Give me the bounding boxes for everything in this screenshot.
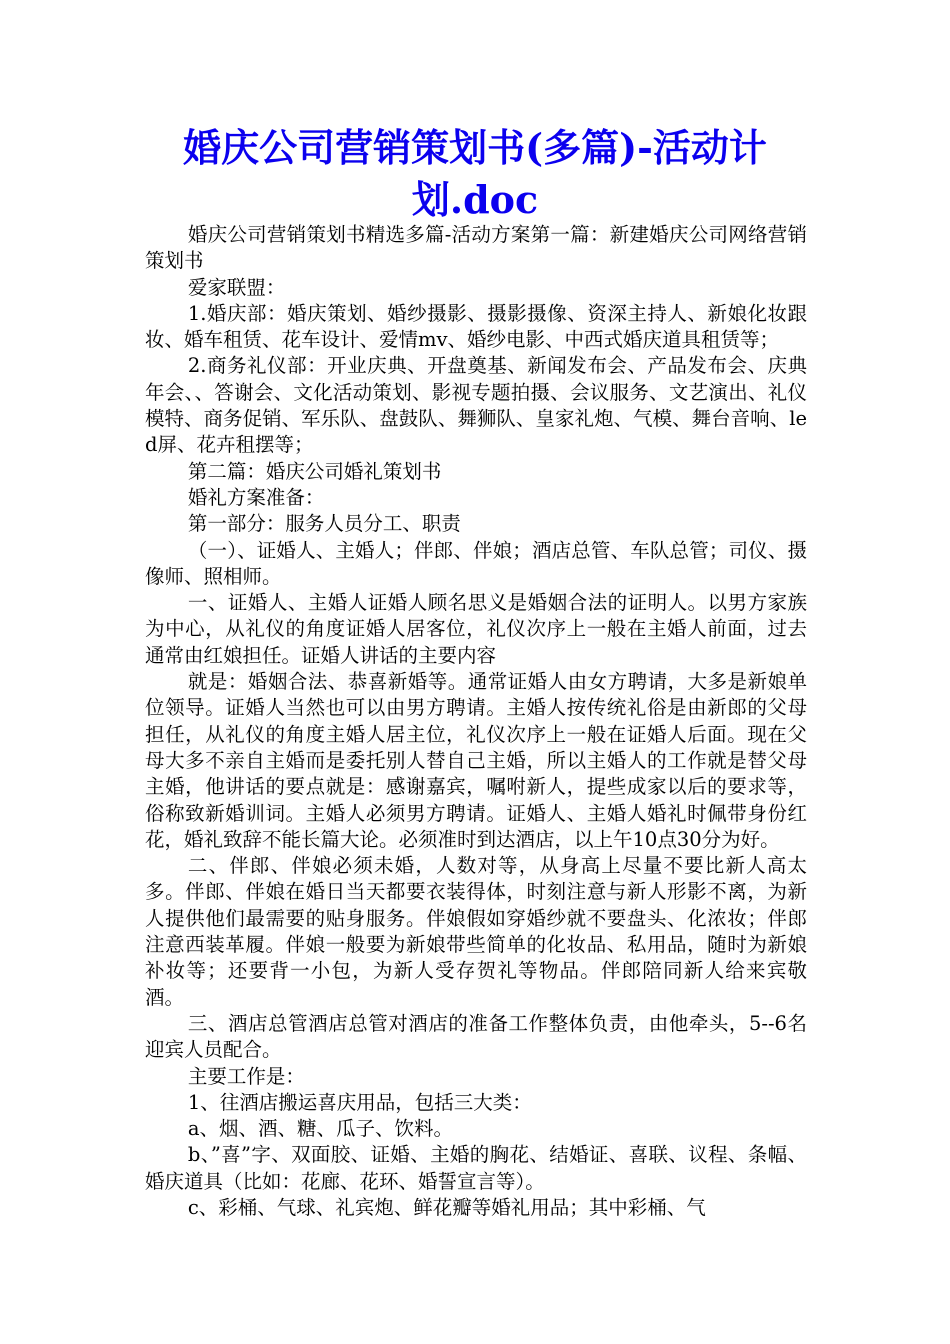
paragraph: 主要工作是： (187, 1064, 305, 1088)
paragraph: 第一部分：服务人员分工、职责 (187, 512, 461, 536)
paragraph: 2.商务礼仪部：开业庆典、开盘奠基、新闻发布会、产品发布会、庆典年会、、答谢会、文化活动策划、影视专题拍摄、会议服务、文艺演出、礼仪模特、商务促销、军乐队、盘鼓队、舞狮队、皇家礼炮、气模、舞台音响、led屏、花卉租摆等； (145, 354, 807, 457)
paragraph: 爱家联盟： (187, 275, 286, 299)
paragraph: 婚礼方案准备： (187, 485, 325, 509)
paragraph: b、”喜”字、双面胶、证婚、主婚的胸花、结婚证、喜联、议程、条幅、婚庆道具（比如：花廊、花环、婚誓宣言等）。 (145, 1143, 807, 1193)
paragraph: 婚庆公司营销策划书精选多篇-活动方案第一篇：新建婚庆公司网络营销策划书 (145, 223, 807, 273)
paragraph: a、烟、酒、糖、瓜子、饮料。 (187, 1117, 454, 1141)
paragraph: 就是：婚姻合法、恭喜新婚等。通常证婚人由女方聘请，大多是新娘单位领导。证婚人当然也可以由男方聘请。主婚人按传统礼俗是由新郎的父母担任，从礼仪的角度主婚人居主位，礼仪次序上一般在证婚人后面。现在父母大多不亲自主婚而是委托别人替自己主婚，所以主婚人的工作就是替父母主婚，他讲话的要点就是：感谢嘉宾，嘱咐新人，提些成家以后的要求等，俗称致新婚训词。主婚人必须男方聘请。证婚人、主婚人婚礼时佩带身份红花，婚礼致辞不能长篇大论。必须准时到达酒店，以上午10点30分为好。 (145, 670, 807, 851)
document-title: 婚庆公司营销策划书(多篇)-活动计划.doc (183, 125, 767, 222)
document-body (145, 222, 807, 1221)
paragraph: 1、往酒店搬运喜庆用品，包括三大类： (187, 1090, 532, 1114)
paragraph: 二、伴郎、伴娘必须未婚，人数对等，从身高上尽量不要比新人高太多。伴郎、伴娘在婚日当天都要衣装得体，时刻注意与新人形影不离，为新人提供他们最需要的贴身服务。伴娘假如穿婚纱就不要盘头、化浓妆；伴郎注意西装革履。伴娘一般要为新娘带些简单的化妆品、私用品，随时为新娘补妆等；还要背一小包，为新人受存贺礼等物品。伴郎陪同新人给来宾敬酒。 (145, 854, 807, 1009)
paragraph: 一、证婚人、主婚人证婚人顾名思义是婚姻合法的证明人。以男方家族为中心，从礼仪的角度证婚人居客位，礼仪次序上一般在主婚人前面，过去通常由红娘担任。证婚人讲话的主要内容 (145, 591, 807, 667)
paragraph: （一）、证婚人、主婚人；伴郎、伴娘；酒店总管、车队总管；司仪、摄像师、照相师。 (145, 538, 807, 588)
paragraph: c、彩桶、气球、礼宾炮、鲜花瓣等婚礼用品；其中彩桶、气 (187, 1195, 706, 1219)
paragraph: 1.婚庆部：婚庆策划、婚纱摄影、摄影摄像、资深主持人、新娘化妆跟妆、婚车租赁、花车设计、爱情mv、婚纱电影、中西式婚庆道具租赁等； (145, 301, 807, 352)
paragraph: 三、酒店总管酒店总管对酒店的准备工作整体负责，由他牵头，5--6名迎宾人员配合。 (145, 1011, 807, 1062)
paragraph: 第二篇：婚庆公司婚礼策划书 (187, 459, 442, 483)
